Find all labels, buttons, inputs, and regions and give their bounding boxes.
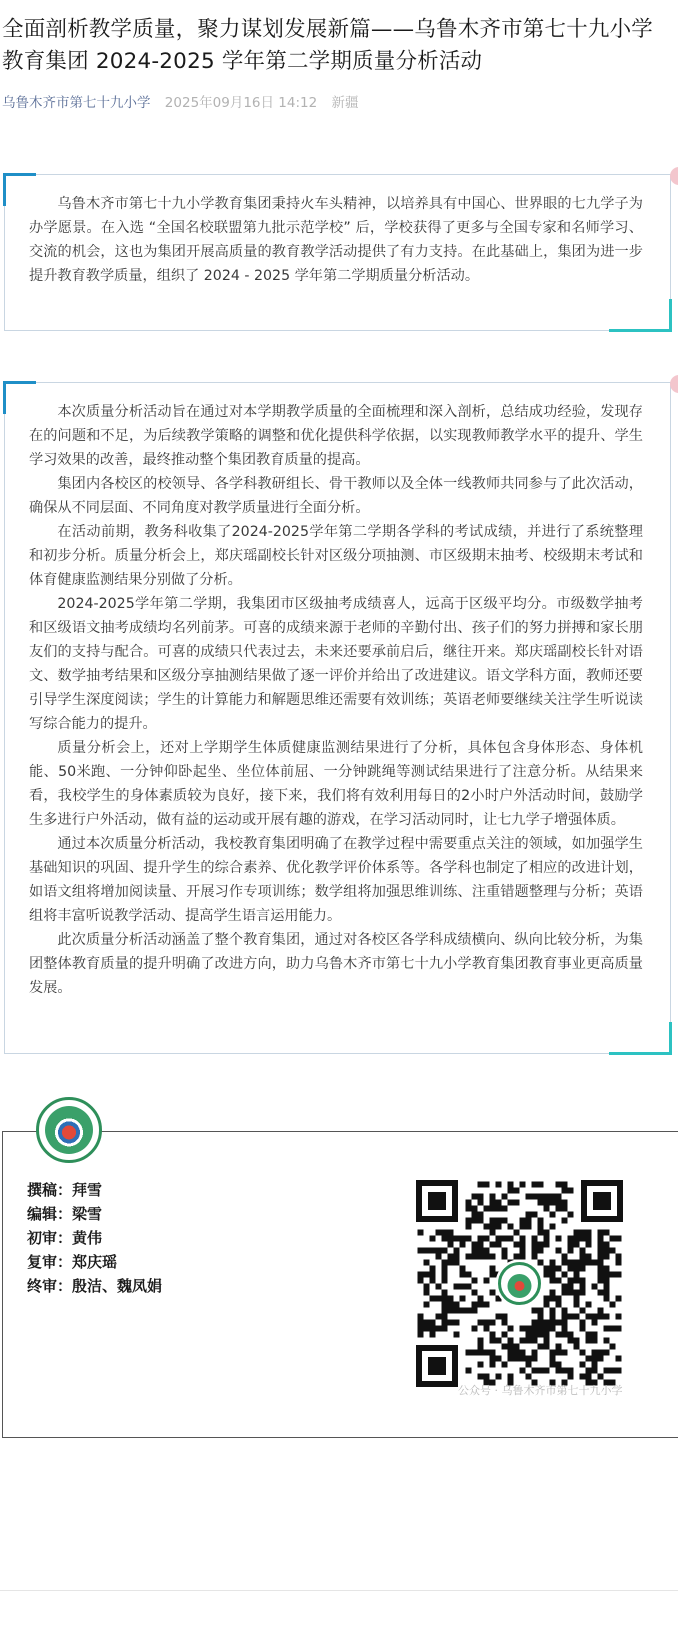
intro-card	[4, 174, 671, 331]
article-title: 全面剖析教学质量，聚力谋划发展新篇——乌鲁木齐市第七十九小学教育集团 2024-2025 学年第二学期质量分析活动	[2, 17, 654, 74]
body-paragraph: 集团内各校区的校领导、各学科教研组长、骨干教师以及全体一线教师共同参与了此次活动，确保从不同层面、不同角度对教学质量进行全面分析。	[29, 476, 643, 516]
body-paragraph: 在活动前期，教务科收集了2024-2025学年第二学期各学科的考试成绩，并进行了系统整理和初步分析。质量分析会上，郑庆瑶副校长针对区级分项抽测、市区级期末抽考、校级期末考试和体育健康监测结果分别做了分析。	[29, 524, 643, 588]
credit-editor: 编辑：梁雪	[27, 1205, 103, 1223]
body-paragraph: 质量分析会上，还对上学期学生体质健康监测结果进行了分析，具体包含身体形态、身体机能、50米跑、一分钟仰卧起坐、坐位体前屈、一分钟跳绳等测试结果进行了注意分析。从结果来看，我校学生的身体素质较为良好，接下来，我们将有效利用每日的2小时户外活动时间，鼓励学生多进行户外活动，做有益的运动或开展有趣的游戏，在学习活动同时，让七九学子增强体质。	[29, 740, 643, 828]
qr-caption: 公众号 · 乌鲁木齐市第七十九小学	[458, 1384, 623, 1397]
school-emblem-icon	[45, 1106, 93, 1154]
qr-code-icon	[416, 1180, 623, 1387]
article-meta	[2, 94, 359, 112]
publish-location: 新疆	[331, 95, 359, 111]
credit-final-review: 终审：殷洁、魏凤娟	[27, 1277, 163, 1295]
credits-list	[27, 1178, 162, 1298]
body-card	[4, 382, 671, 1054]
school-logo	[36, 1097, 102, 1163]
credit-writer: 撰稿：拜雪	[27, 1181, 103, 1199]
publish-date: 2025年09月16日 14:12	[164, 95, 318, 111]
card-dot-decoration	[670, 375, 678, 393]
card-corner-decoration	[3, 173, 36, 206]
body-paragraph: 此次质量分析活动涵盖了整个教育集团，通过对各校区各学科成绩横向、纵向比较分析，为集团整体教育质量的提升明确了改进方向，助力乌鲁木齐市第七十九小学教育集团教育事业更高质量发展。	[29, 932, 643, 996]
body-paragraph: 通过本次质量分析活动，我校教育集团明确了在教学过程中需要重点关注的领域，如加强学生基础知识的巩固、提升学生的综合素养、优化教学评价体系等。各学科也制定了相应的改进计划，如语文组将增加阅读量、开展习作专项训练；数学组将加强思维训练、注重错题整理与分析；英语组将丰富听说教学活动、提高学生语言运用能力。	[29, 836, 643, 924]
card-dot-decoration	[670, 167, 678, 185]
credit-second-review: 复审：郑庆瑶	[27, 1253, 118, 1271]
author-link[interactable]: 乌鲁木齐市第七十九小学	[2, 95, 151, 111]
credit-first-review: 初审：黄伟	[27, 1229, 103, 1247]
card-corner-decoration	[609, 1022, 672, 1055]
body-paragraph: 2024-2025学年第二学期，我集团市区级抽考成绩喜人，远高于区级平均分。市级数学抽考和区级语文抽考成绩均名列前茅。可喜的成绩来源于老师的辛勤付出、孩子们的努力拼搏和家长朋友们的支持与配合。可喜的成绩只代表过去，未来还要承前启后，继往开来。郑庆瑶副校长针对语文、数学抽考结果和区级分享抽测结果做了逐一评价并给出了改进建议。语文学科方面，教师还要引导学生深度阅读；学生的计算能力和解题思维还需要有效训练；英语老师要继续关注学生听说读写综合能力的提升。	[29, 596, 643, 732]
card-corner-decoration	[3, 381, 36, 414]
bottom-divider	[0, 1590, 678, 1591]
body-paragraph: 本次质量分析活动旨在通过对本学期教学质量的全面梳理和深入剖析，总结成功经验，发现存在的问题和不足，为后续教学策略的调整和优化提供科学依据，以实现教师教学水平的提升、学生学习效果的改善，最终推动整个集团教育质量的提高。	[29, 404, 643, 468]
card-corner-decoration	[609, 299, 672, 332]
intro-paragraph: 乌鲁木齐市第七十九小学教育集团秉持火车头精神，以培养具有中国心、世界眼的七九学子为办学愿景。在入选 “全国名校联盟第九批示范学校” 后，学校获得了更多与全国专家和名师学习、交流的机会，这也为集团开展高质量的教育教学活动提供了有力支持。在此基础上，集团为进一步提升教育教学质量，组织了 2024 - 2025 学年第二学期质量分析活动。	[29, 196, 643, 284]
